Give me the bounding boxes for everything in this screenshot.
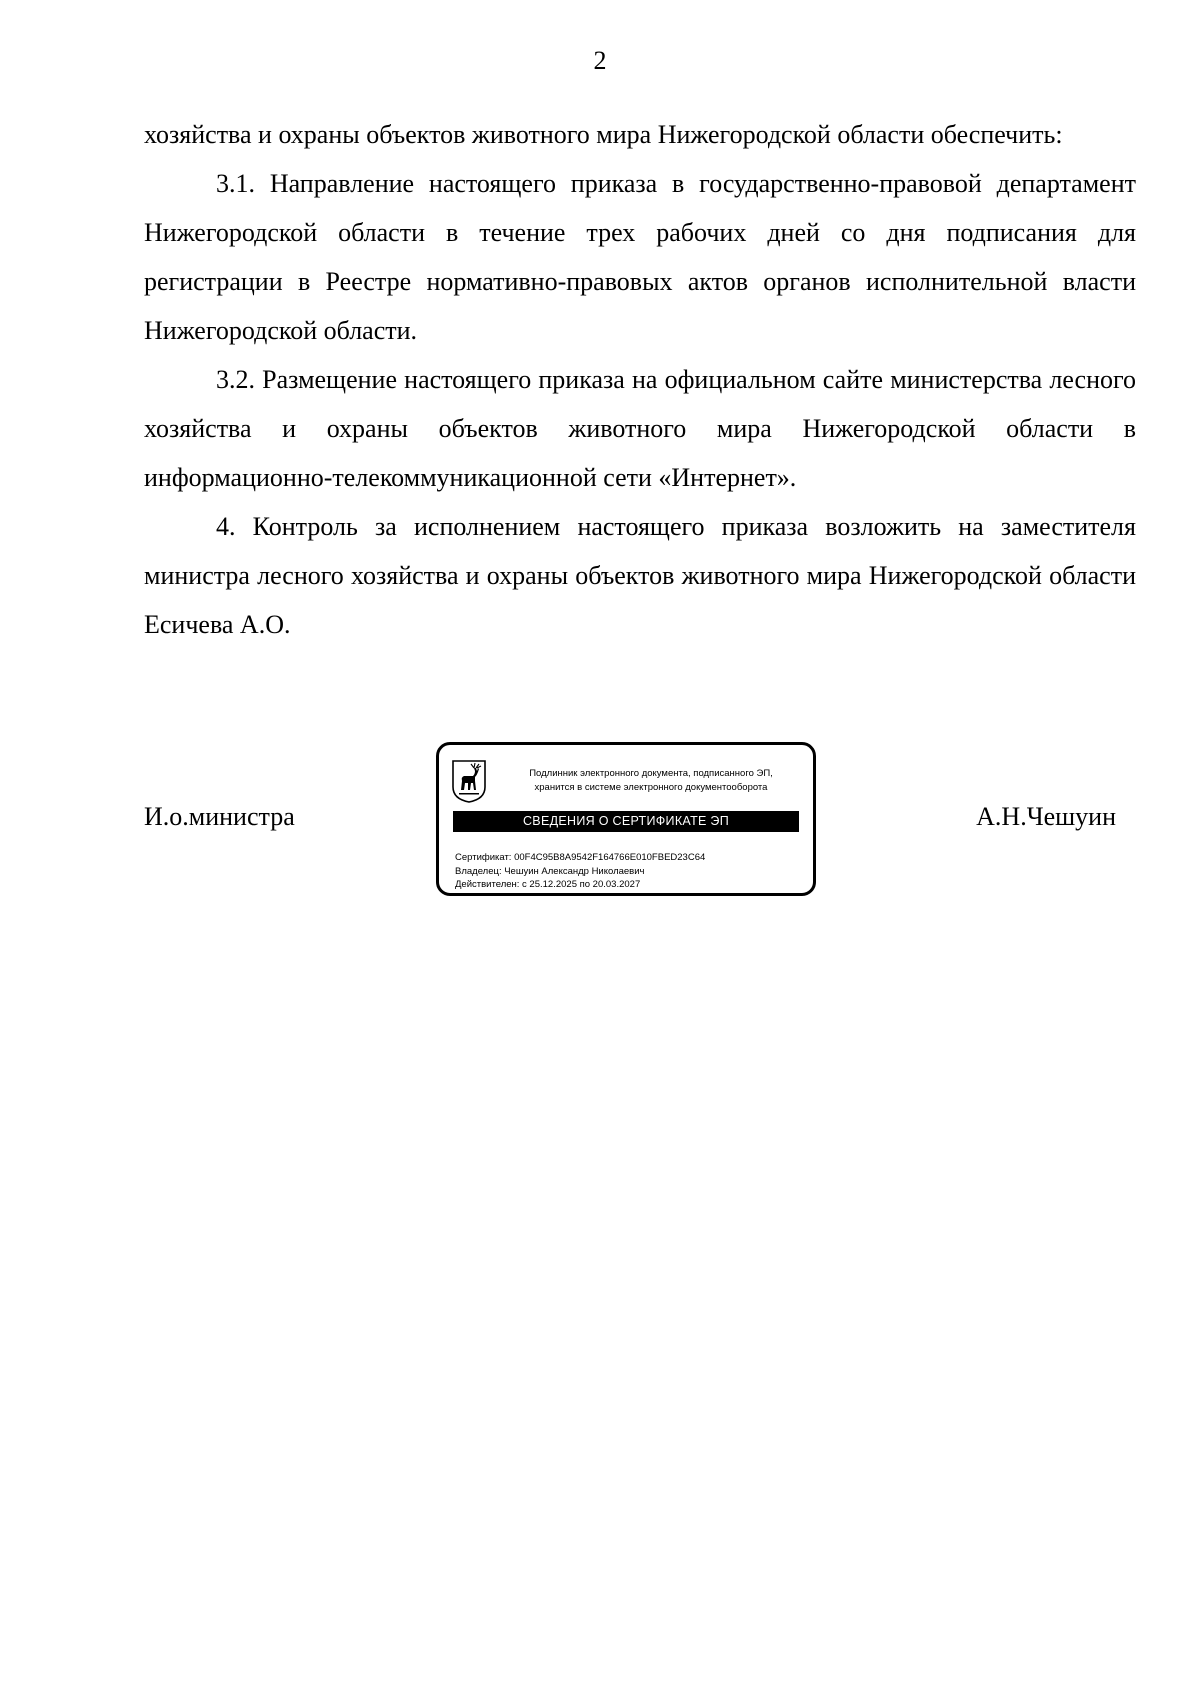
certificate-details (455, 851, 705, 892)
signatory-position: И.о.министра (144, 802, 295, 831)
certificate-validity: Действителен: с 25.12.2025 по 20.03.2027 (455, 879, 641, 890)
stamp-header (499, 767, 803, 795)
paragraph-4: 4. Контроль за исполнением настоящего приказа возложить на заместителя министра лесного хозяйства и охраны объектов животного мира Нижегородской области Есичева А.О. (144, 512, 1136, 639)
document-body (144, 110, 1136, 649)
stamp-header-line-1: Подлинник электронного документа, подписанного ЭП, (529, 768, 773, 779)
paragraph-3-1: 3.1. Направление настоящего приказа в государственно-правовой департамент Нижегородской области в течение трех рабочих дней со дня подписания для регистрации в Реестре нормативно-правовых актов органов исполнительной власти Нижегородской области. (144, 169, 1136, 345)
electronic-signature-stamp (436, 742, 816, 896)
stamp-header-line-2: хранится в системе электронного документооборота (534, 782, 768, 793)
paragraph-continuation: хозяйства и охраны объектов животного мира Нижегородской области обеспечить: (144, 120, 1063, 149)
stamp-title-bar: СВЕДЕНИЯ О СЕРТИФИКАТЕ ЭП (453, 811, 799, 832)
deer-emblem-icon (451, 759, 487, 803)
signatory-name: А.Н.Чешуин (976, 802, 1116, 831)
certificate-number: Сертификат: 00F4C95B8A9542F164766E010FBED23C64 (455, 852, 706, 863)
paragraph-3-2: 3.2. Размещение настоящего приказа на официальном сайте министерства лесного хозяйства и охраны объектов животного мира Нижегородской области в информационно-телекоммуникационной сети «Интернет». (144, 365, 1136, 492)
page-number: 2 (593, 46, 607, 75)
certificate-owner: Владелец: Чешуин Александр Николаевич (455, 865, 645, 877)
